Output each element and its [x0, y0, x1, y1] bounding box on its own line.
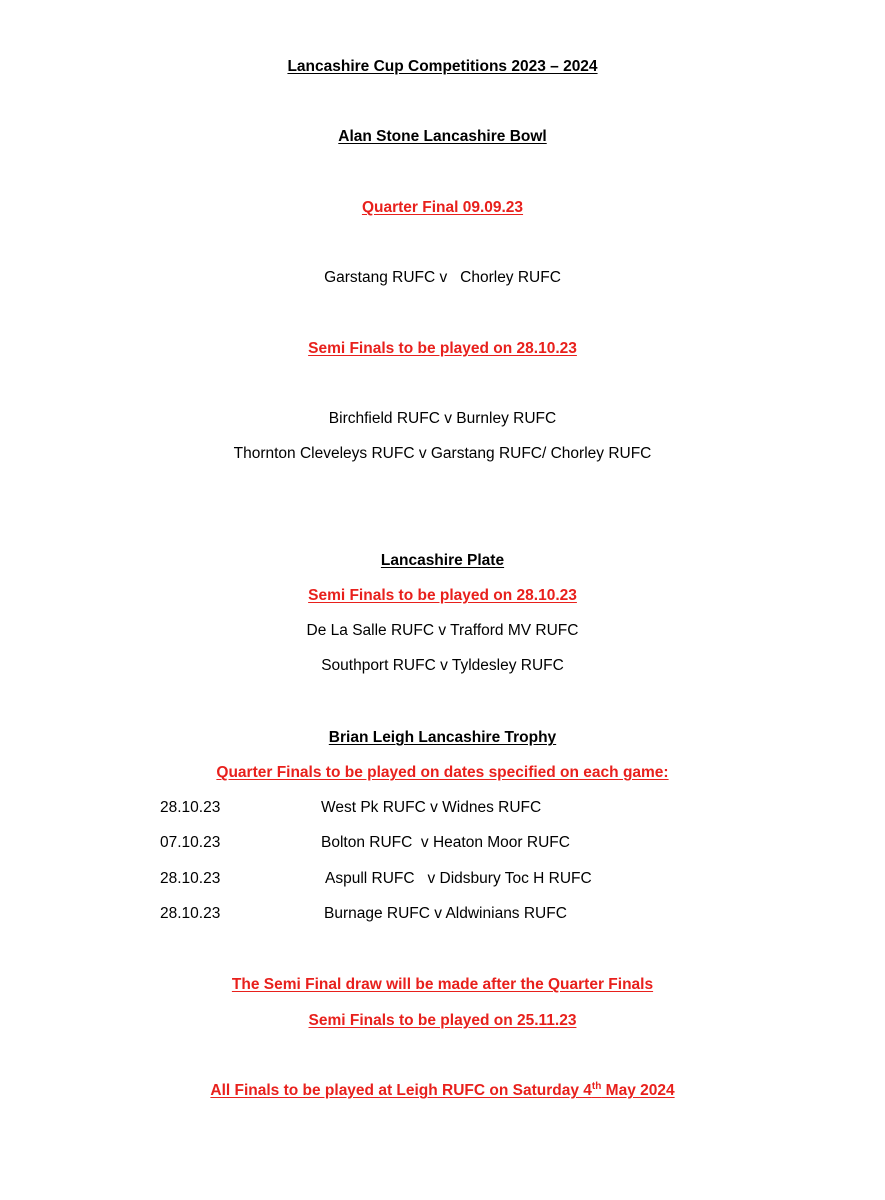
trophy-heading: Brian Leigh Lancashire Trophy: [328, 729, 557, 746]
document-title: Lancashire Cup Competitions 2023 – 2024: [287, 58, 598, 75]
plate-semi-match: De La Salle RUFC v Trafford MV RUFC: [306, 622, 579, 639]
plate-semi-label: Semi Finals to be played on 28.10.23: [308, 587, 577, 604]
fixture-match: Bolton RUFC v Heaton Moor RUFC: [321, 834, 570, 851]
bowl-quarter-final-label: Quarter Final 09.09.23: [361, 199, 524, 216]
fixture-date: 07.10.23: [160, 834, 221, 851]
bowl-semi-match: Birchfield RUFC v Burnley RUFC: [328, 410, 557, 427]
bowl-semi-label: Semi Finals to be played on 28.10.23: [308, 340, 577, 357]
semi-draw-note: The Semi Final draw will be made after the Quarter Finals: [231, 976, 654, 993]
bowl-heading: Alan Stone Lancashire Bowl: [338, 128, 547, 145]
trophy-quarter-label: Quarter Finals to be played on dates specified on each game:: [216, 764, 669, 781]
finals-note-prefix: All Finals to be played at Leigh RUFC on Saturday 4: [210, 1082, 592, 1099]
fixture-match: Burnage RUFC v Aldwinians RUFC: [324, 905, 567, 922]
bowl-semi-match: Thornton Cleveleys RUFC v Garstang RUFC/ Chorley RUFC: [233, 445, 652, 462]
fixture-match: West Pk RUFC v Widnes RUFC: [321, 799, 542, 816]
finals-note-superscript: th: [591, 1080, 602, 1092]
fixture-match: Aspull RUFC v Didsbury Toc H RUFC: [325, 870, 592, 887]
finals-note-suffix: May 2024: [601, 1082, 675, 1099]
plate-heading: Lancashire Plate: [380, 552, 505, 569]
trophy-semi-label: Semi Finals to be played on 25.11.23: [308, 1012, 577, 1029]
plate-semi-match: Southport RUFC v Tyldesley RUFC: [321, 657, 564, 674]
fixture-date: 28.10.23: [160, 799, 221, 816]
fixture-date: 28.10.23: [160, 905, 221, 922]
bowl-quarter-final-match: Garstang RUFC v Chorley RUFC: [324, 269, 561, 286]
fixture-date: 28.10.23: [160, 870, 221, 887]
finals-note: [0, 1081, 885, 1101]
